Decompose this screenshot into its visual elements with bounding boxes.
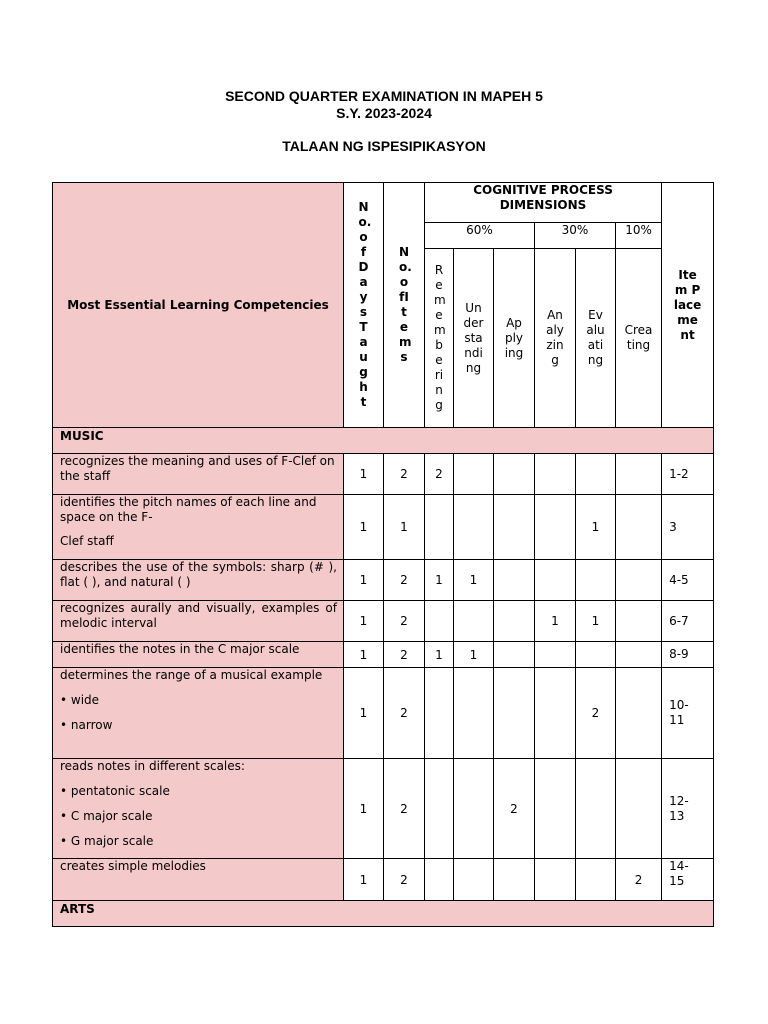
- applying-cell: [494, 859, 535, 901]
- items-cell: 2: [384, 668, 425, 759]
- specification-table: [52, 182, 714, 927]
- evaluating-cell: 1: [576, 601, 616, 642]
- header-no-of-items: No.ofItems: [384, 183, 425, 428]
- table-row: [53, 859, 714, 901]
- header-remembering: Remembering: [425, 249, 454, 428]
- header-cognitive-process: COGNITIVE PROCESS DIMENSIONS: [425, 183, 662, 223]
- remembering-cell: 1: [425, 560, 454, 601]
- header-30-percent: 30%: [535, 223, 616, 249]
- analyzing-cell: [535, 495, 576, 560]
- placement-cell: 1-2: [662, 454, 714, 495]
- remembering-cell: 1: [425, 642, 454, 668]
- understanding-cell: 1: [454, 642, 494, 668]
- placement-cell: 6-7: [662, 601, 714, 642]
- items-cell: 1: [384, 495, 425, 560]
- header-creating: Creating: [616, 249, 662, 428]
- items-cell: 2: [384, 642, 425, 668]
- creating-cell: [616, 642, 662, 668]
- table-row: [53, 560, 714, 601]
- remembering-cell: [425, 601, 454, 642]
- table-row: [53, 759, 714, 859]
- days-cell: 1: [344, 668, 384, 759]
- placement-cell: 12-13: [662, 759, 714, 859]
- creating-cell: [616, 759, 662, 859]
- analyzing-cell: [535, 642, 576, 668]
- understanding-cell: [454, 859, 494, 901]
- placement-cell: 8-9: [662, 642, 714, 668]
- remembering-cell: 2: [425, 454, 454, 495]
- section-arts: ARTS: [53, 901, 714, 927]
- understanding-cell: [454, 601, 494, 642]
- applying-cell: [494, 601, 535, 642]
- items-cell: 2: [384, 601, 425, 642]
- evaluating-cell: [576, 759, 616, 859]
- table-row: [53, 668, 714, 759]
- items-cell: 2: [384, 454, 425, 495]
- table-title: TALAAN NG ISPESIPIKASYON: [282, 138, 486, 154]
- competency-cell: reads notes in different scales: • pentatonic scale • C major scale • G major scale: [53, 759, 344, 859]
- placement-cell: 3: [662, 495, 714, 560]
- section-music: MUSIC: [53, 428, 714, 454]
- creating-cell: 2: [616, 859, 662, 901]
- competency-cell: creates simple melodies: [53, 859, 344, 901]
- table-row: [53, 642, 714, 668]
- applying-cell: [494, 560, 535, 601]
- understanding-cell: 1: [454, 560, 494, 601]
- placement-cell: 4-5: [662, 560, 714, 601]
- creating-cell: [616, 454, 662, 495]
- days-cell: 1: [344, 642, 384, 668]
- analyzing-cell: [535, 560, 576, 601]
- table-row: [53, 454, 714, 495]
- creating-cell: [616, 601, 662, 642]
- analyzing-cell: [535, 454, 576, 495]
- creating-cell: [616, 495, 662, 560]
- items-cell: 2: [384, 859, 425, 901]
- remembering-cell: [425, 668, 454, 759]
- days-cell: 1: [344, 759, 384, 859]
- header-days-taught: No.ofDaysTaught: [344, 183, 384, 428]
- evaluating-cell: 1: [576, 495, 616, 560]
- days-cell: 1: [344, 495, 384, 560]
- applying-cell: [494, 642, 535, 668]
- analyzing-cell: [535, 668, 576, 759]
- header-applying: Applying: [494, 249, 535, 428]
- applying-cell: [494, 668, 535, 759]
- school-year: S.Y. 2023-2024: [336, 105, 432, 121]
- header-item-placement: Item Placement: [662, 183, 714, 428]
- competency-cell: identifies the pitch names of each line and space on the F- Clef staff: [53, 495, 344, 560]
- days-cell: 1: [344, 859, 384, 901]
- competency-cell: identifies the notes in the C major scale: [53, 642, 344, 668]
- items-cell: 2: [384, 759, 425, 859]
- creating-cell: [616, 668, 662, 759]
- creating-cell: [616, 560, 662, 601]
- days-cell: 1: [344, 454, 384, 495]
- table-row: [53, 601, 714, 642]
- table-row: [53, 495, 714, 560]
- exam-title: SECOND QUARTER EXAMINATION IN MAPEH 5: [225, 88, 543, 104]
- evaluating-cell: [576, 859, 616, 901]
- applying-cell: 2: [494, 759, 535, 859]
- applying-cell: [494, 454, 535, 495]
- evaluating-cell: [576, 454, 616, 495]
- placement-cell: 10-11: [662, 668, 714, 759]
- remembering-cell: [425, 859, 454, 901]
- header-competencies: Most Essential Learning Competencies: [53, 183, 344, 428]
- competency-cell: determines the range of a musical example • wide • narrow: [53, 668, 344, 759]
- analyzing-cell: 1: [535, 601, 576, 642]
- analyzing-cell: [535, 859, 576, 901]
- competency-cell: recognizes aurally and visually, examples of melodic interval: [53, 601, 344, 642]
- understanding-cell: [454, 759, 494, 859]
- items-cell: 2: [384, 560, 425, 601]
- understanding-cell: [454, 454, 494, 495]
- header-analyzing: Analyzing: [535, 249, 576, 428]
- days-cell: 1: [344, 560, 384, 601]
- competency-cell: recognizes the meaning and uses of F-Clef on the staff: [53, 454, 344, 495]
- remembering-cell: [425, 495, 454, 560]
- understanding-cell: [454, 495, 494, 560]
- header-60-percent: 60%: [425, 223, 535, 249]
- days-cell: 1: [344, 601, 384, 642]
- remembering-cell: [425, 759, 454, 859]
- understanding-cell: [454, 668, 494, 759]
- evaluating-cell: 2: [576, 668, 616, 759]
- placement-cell: 14-15: [662, 859, 714, 901]
- analyzing-cell: [535, 759, 576, 859]
- applying-cell: [494, 495, 535, 560]
- evaluating-cell: [576, 560, 616, 601]
- evaluating-cell: [576, 642, 616, 668]
- header-10-percent: 10%: [616, 223, 662, 249]
- competency-cell: describes the use of the symbols: sharp (# ), flat ( ), and natural ( ): [53, 560, 344, 601]
- header-evaluating: Evaluating: [576, 249, 616, 428]
- header-understanding: Understanding: [454, 249, 494, 428]
